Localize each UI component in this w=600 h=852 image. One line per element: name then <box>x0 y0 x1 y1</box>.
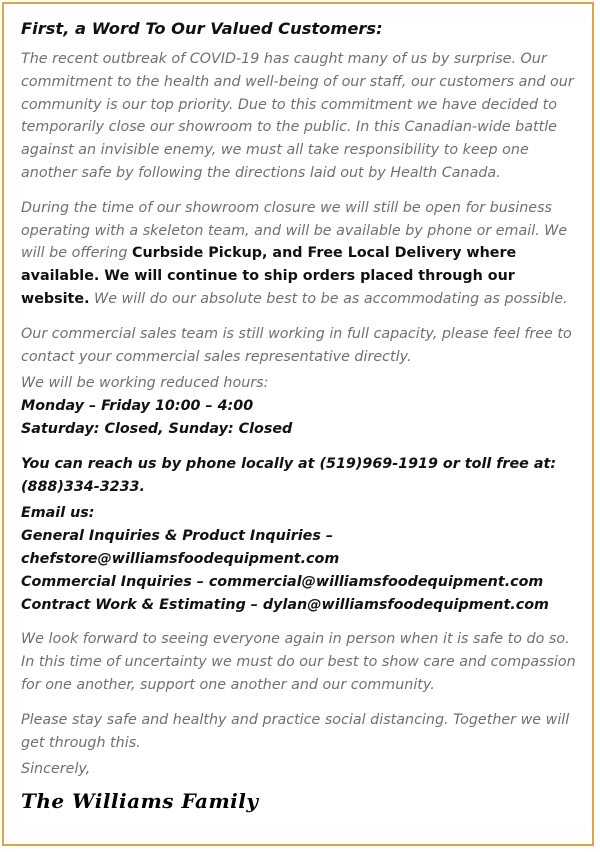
signature: The Williams Family <box>21 789 259 814</box>
email-commercial: Commercial Inquiries – commercial@williamsfoodequipment.com <box>21 573 544 590</box>
email-heading: Email us: <box>21 505 95 522</box>
closure-intro: During the time of our showroom closure we will still be open for business operating with a skeleton team, and will be available by phone or email. We will be offering <box>21 199 568 262</box>
email-contract: Contract Work & Estimating – dylan@williamsfoodequipment.com <box>21 596 549 613</box>
hours-intro: We will be working reduced hours: <box>21 375 269 392</box>
curbside-highlight: Curbside Pickup, and Free Local Delivery where available. We will continue to ship orders placed through our website. <box>21 245 517 307</box>
phone-paragraph: You can reach us by phone locally at (519)969-1919 or toll free at: (888)334-3233. <box>21 455 557 495</box>
notice-title: First, a Word To Our Valued Customers: <box>21 19 383 38</box>
commercial-paragraph: Our commercial sales team is still working in full capacity, please feel free to contact your commercial sales representative directly. <box>21 325 572 365</box>
notice-frame <box>2 2 594 846</box>
hours-weekday: Monday – Friday 10:00 – 4:00 <box>21 398 254 415</box>
look-forward-paragraph: We look forward to seeing everyone again in person when it is safe to do so. In this time of uncertainty we must do our best to show care and compassion for one another, support one another and our community. <box>21 631 576 693</box>
hours-weekend: Saturday: Closed, Sunday: Closed <box>21 420 293 437</box>
closure-outro: We will do our absolute best to be as accommodating as possible. <box>89 290 568 307</box>
covid-paragraph: The recent outbreak of COVID-19 has caught many of us by surprise. Our commitment to the health and well-being of our staff, our customers and our community is our top priority. Due to this commitment we have decided to temporarily close our showroom to the public. In this Canadian-wide battle against an invisible enemy, we must all take responsibility to keep one another safe by following the directions laid out by Health Canada. <box>21 51 574 181</box>
email-general: General Inquiries & Product Inquiries – chefstore@williamsfoodequipment.com <box>21 528 340 567</box>
closure-paragraph <box>21 197 579 311</box>
stay-safe-paragraph: Please stay safe and healthy and practice social distancing. Together we will get through this. <box>21 711 570 751</box>
closing-text: Sincerely, <box>21 761 91 778</box>
